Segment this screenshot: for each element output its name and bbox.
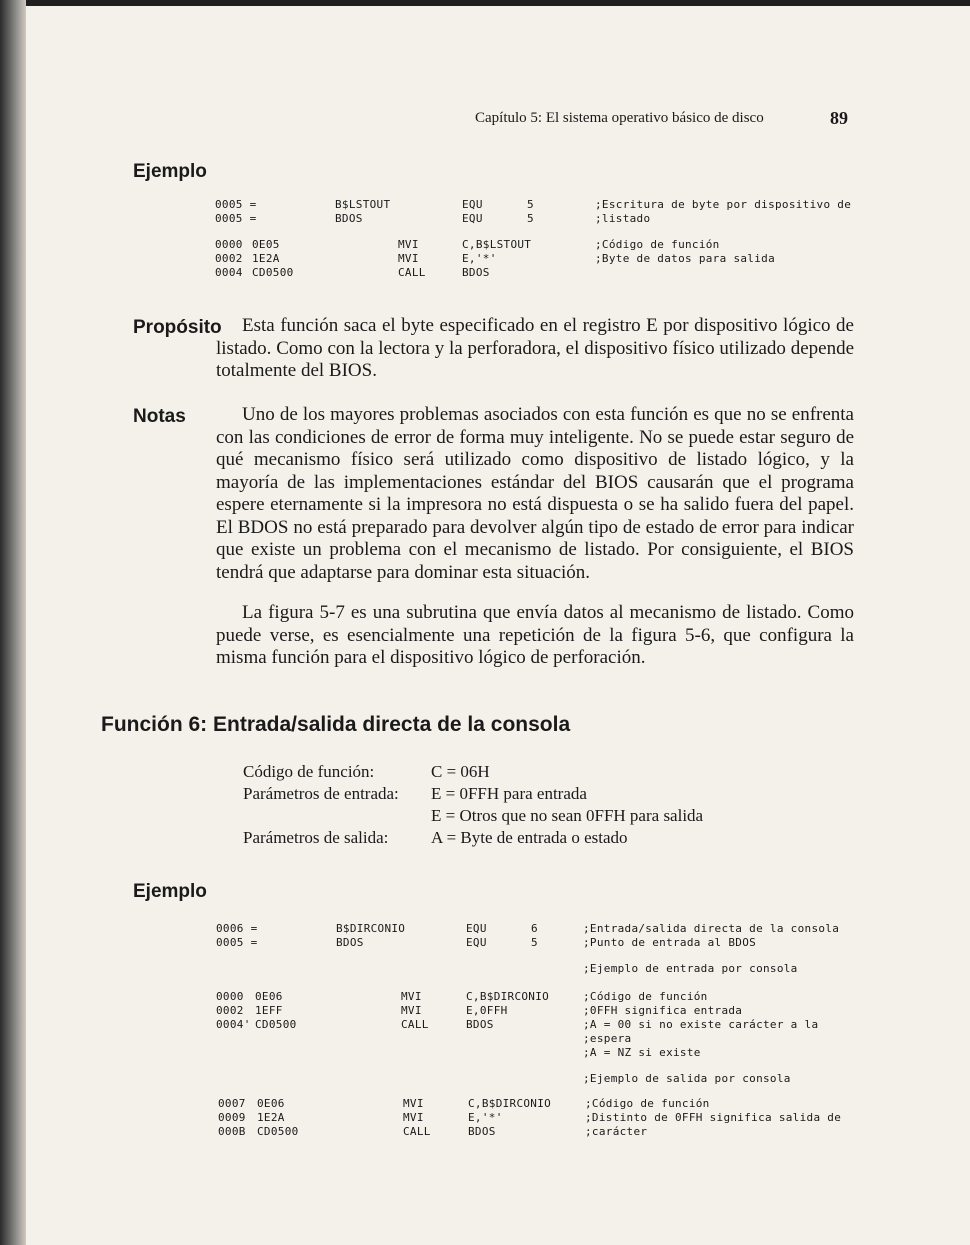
code-address: 0004 <box>215 266 243 279</box>
code-address: 0000 <box>216 990 244 1003</box>
code-operand: EQU <box>466 922 487 935</box>
code-opcode: MVI <box>401 1004 422 1017</box>
code-comment: ;Entrada/salida directa de la consola <box>583 922 840 935</box>
code-opcode: MVI <box>403 1111 424 1124</box>
code-value: 5 <box>531 936 538 949</box>
param-value: E = 0FFH para entrada <box>431 784 587 803</box>
code-value: 6 <box>531 922 538 935</box>
example-heading: Ejemplo <box>133 881 207 902</box>
code-comment: ;Punto de entrada al BDOS <box>583 936 757 949</box>
code-comment: ;Ejemplo de entrada por consola <box>583 962 798 975</box>
code-opcode: MVI <box>401 990 422 1003</box>
code-address: 0006 = <box>216 922 258 935</box>
code-operand: BDOS <box>466 1018 494 1031</box>
code-label: BDOS <box>336 936 364 949</box>
code-operand: EQU <box>462 198 483 211</box>
code-value: 5 <box>527 212 534 225</box>
code-comment: ;Código de función <box>595 238 720 251</box>
code-opcode: MVI <box>403 1097 424 1110</box>
code-bytes: CD0500 <box>257 1125 299 1138</box>
code-comment: ;Código de función <box>583 990 708 1003</box>
code-operand: E,'*' <box>462 252 497 265</box>
code-operand: C,B$DIRCONIO <box>466 990 550 1003</box>
notas-paragraph-2: La figura 5-7 es una subrutina que envía datos al mecanismo de listado. Como puede verse, es esencialmente una repetición de la figura 5-6, que configura la misma función para el dispositivo lógico de perforación. <box>216 602 854 668</box>
code-opcode: MVI <box>398 252 419 265</box>
running-title: Capítulo 5: El sistema operativo básico de disco <box>475 110 764 126</box>
code-comment: ;Escritura de byte por dispositivo de <box>595 198 852 211</box>
notas-label: Notas <box>133 406 186 427</box>
code-bytes: CD0500 <box>252 266 294 279</box>
code-comment: ;Ejemplo de salida por consola <box>583 1072 791 1085</box>
code-bytes: 1E2A <box>252 252 280 265</box>
param-value: E = Otros que no sean 0FFH para salida <box>431 806 704 825</box>
param-label: Código de función: <box>243 762 375 781</box>
code-bytes: 0E06 <box>257 1097 285 1110</box>
code-address: 0005 = <box>215 198 257 211</box>
param-value: C = 06H <box>431 762 490 781</box>
code-comment: ;Distinto de 0FFH significa salida de <box>585 1111 842 1124</box>
code-address: 0000 <box>215 238 243 251</box>
scan-top-border <box>0 0 970 6</box>
example-heading: Ejemplo <box>133 161 207 182</box>
page-number: 89 <box>830 108 848 128</box>
code-bytes: 0E05 <box>252 238 280 251</box>
code-address: 0005 = <box>216 936 258 949</box>
code-operand: C,B$DIRCONIO <box>468 1097 552 1110</box>
code-label: B$LSTOUT <box>335 198 391 211</box>
code-opcode: CALL <box>398 266 426 279</box>
code-comment: ;listado <box>595 212 651 225</box>
code-opcode: MVI <box>398 238 419 251</box>
code-operand: BDOS <box>468 1125 496 1138</box>
code-comment: ;A = NZ si existe <box>583 1046 701 1059</box>
code-operand: EQU <box>466 936 487 949</box>
code-address: 0007 <box>218 1097 246 1110</box>
code-operand: C,B$LSTOUT <box>462 238 532 251</box>
notas-paragraph-1: Uno de los mayores problemas asociados con esta función es que no se enfrenta con las condiciones de error de forma muy inteligente. No se puede estar seguro de qué mecanismo físico será utilizado como dispositivo de listado lógico, y la mayoría de las implementaciones estándar del BIOS causarán que el programa espere eternamente si la impresora no está dispuesta o se ha salido fuera del papel. El BDOS no está preparado para devolver algún tipo de estado de error para indicar que existe un problema con el mecanismo de listado. Por consiguiente, el BIOS tendrá que adaptarse para dominar esta situación. <box>216 404 854 583</box>
code-bytes: 1EFF <box>255 1004 283 1017</box>
code-address: 000B <box>218 1125 246 1138</box>
code-comment: ;espera <box>583 1032 632 1045</box>
code-operand: E,0FFH <box>466 1004 508 1017</box>
code-label: B$DIRCONIO <box>336 922 406 935</box>
code-address: 0002 <box>215 252 243 265</box>
code-operand: EQU <box>462 212 483 225</box>
section-heading: Función 6: Entrada/salida directa de la consola <box>101 713 571 736</box>
code-bytes: 1E2A <box>257 1111 285 1124</box>
code-address: 0009 <box>218 1111 246 1124</box>
code-operand: BDOS <box>462 266 490 279</box>
param-label: Parámetros de salida: <box>243 828 389 847</box>
code-label: BDOS <box>335 212 363 225</box>
code-address: 0002 <box>216 1004 244 1017</box>
code-value: 5 <box>527 198 534 211</box>
code-address: 0005 = <box>215 212 257 225</box>
book-gutter-shadow <box>0 0 26 1245</box>
code-opcode: CALL <box>403 1125 431 1138</box>
code-opcode: CALL <box>401 1018 429 1031</box>
proposito-text: Esta función saca el byte especificado en el registro E por dispositivo lógico de listado. Como con la lectora y la perforadora, el dispositivo físico utilizado depende totalmente del BIOS. <box>216 315 854 381</box>
code-comment: ;carácter <box>585 1125 648 1138</box>
code-comment: ;A = 00 si no existe carácter a la <box>583 1018 819 1031</box>
code-comment: ;Byte de datos para salida <box>595 252 775 265</box>
code-comment: ;0FFH significa entrada <box>583 1004 743 1017</box>
code-operand: E,'*' <box>468 1111 503 1124</box>
code-address: 0004' <box>216 1018 251 1031</box>
proposito-label: Propósito <box>133 317 222 338</box>
code-bytes: 0E06 <box>255 990 283 1003</box>
param-label: Parámetros de entrada: <box>243 784 399 803</box>
code-comment: ;Código de función <box>585 1097 710 1110</box>
code-bytes: CD0500 <box>255 1018 297 1031</box>
param-value: A = Byte de entrada o estado <box>431 828 628 847</box>
